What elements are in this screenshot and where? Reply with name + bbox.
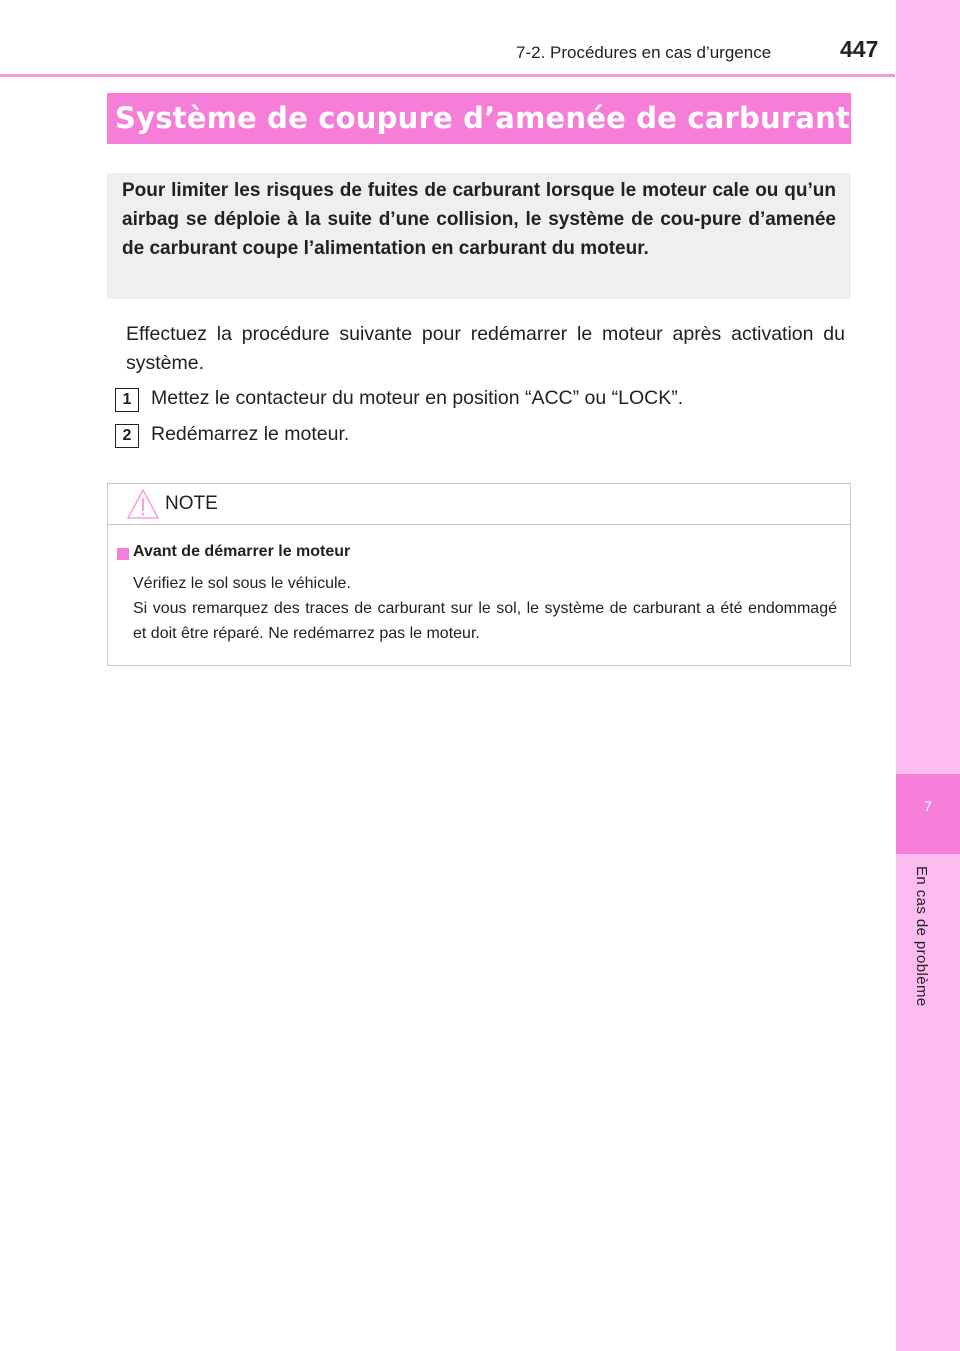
step-text: Redémarrez le moteur.: [151, 423, 350, 445]
note-label: NOTE: [165, 493, 218, 514]
note-body: [133, 571, 837, 646]
note-line-1: Vérifiez le sol sous le véhicule.: [133, 575, 351, 592]
step-number-badge: 1: [115, 388, 139, 412]
step-text: Mettez le contacteur du moteur en position “ACC” ou “LOCK”.: [151, 387, 684, 409]
section-label: 7-2. Procédures en cas d’urgence: [516, 43, 772, 62]
chapter-number: 7: [924, 798, 932, 814]
summary-text: Pour limiter les risques de fuites de carburant lorsque le moteur cale ou qu’un airbag se déploie à la suite d’une collision, le système de cou-pure d’amenée de carburant coupe l’alimentation en carburant du moteur.: [122, 180, 836, 259]
title-banner: [107, 93, 851, 144]
intro-text: Effectuez la procédure suivante pour redémarrer le moteur après activation du système.: [126, 323, 845, 374]
note-box: [107, 483, 851, 666]
note-line-2: Si vous remarquez des traces de carburant sur le sol, le système de carburant a été endommagé et doit être réparé. Ne redémarrez pas le moteur.: [133, 600, 837, 642]
side-tab-strip: [896, 0, 960, 1351]
note-subtitle: Avant de démarrer le moteur: [133, 543, 351, 560]
step-number-badge: 2: [115, 424, 139, 448]
pink-square-bullet: [117, 548, 129, 560]
chapter-tab: [896, 774, 960, 854]
chapter-title: En cas de problème: [913, 866, 930, 1007]
page-number: 447: [840, 36, 879, 62]
summary-box: [107, 173, 851, 299]
warning-triangle-icon: [126, 488, 160, 520]
note-header: [108, 484, 850, 525]
header-rule: [0, 74, 895, 77]
page-title: Système de coupure d’amenée de carburant: [115, 101, 850, 135]
